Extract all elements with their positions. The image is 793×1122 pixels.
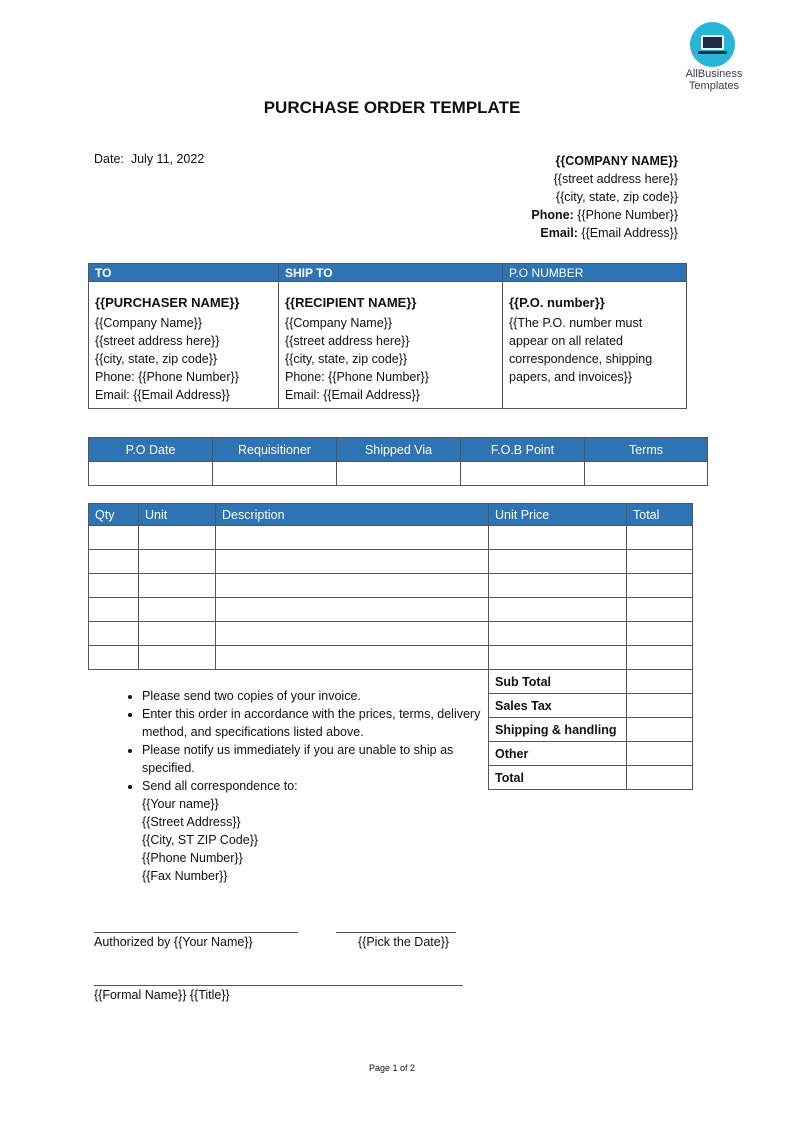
table-row — [489, 694, 693, 718]
unit-cell[interactable] — [139, 574, 216, 598]
notes-section — [112, 687, 482, 885]
formal-name-title[interactable]: {{Formal Name}} {{Title}} — [94, 988, 230, 1002]
description-cell[interactable] — [216, 622, 489, 646]
header-requisitioner: Requisitioner — [213, 438, 337, 462]
header-to: TO — [89, 264, 279, 282]
po-date-cell[interactable] — [89, 462, 213, 486]
qty-cell[interactable] — [89, 622, 139, 646]
notes-list — [112, 687, 482, 795]
unit-price-cell[interactable] — [489, 646, 627, 670]
header-fob-point: F.O.B Point — [461, 438, 585, 462]
company-info: {{COMPANY NAME}} {{street address here}} {{city, state, zip code}} Phone: {{Phone Number}} Email: {{Email Address}} — [531, 154, 678, 240]
sales-tax-value[interactable] — [627, 694, 693, 718]
recipient-cell[interactable]: {{RECIPIENT NAME}} {{Company Name}} {{street address here}} {{city, state, zip code}} Phone: {{Phone Number}} Email: {{Email Address}} — [279, 282, 503, 409]
total-cell[interactable] — [627, 622, 693, 646]
sub-total-label: Sub Total — [489, 670, 627, 694]
total-value[interactable] — [627, 766, 693, 790]
description-cell[interactable] — [216, 526, 489, 550]
unit-cell[interactable] — [139, 622, 216, 646]
header-shipped-via: Shipped Via — [337, 438, 461, 462]
date-line: Date: July 11, 2022 — [94, 152, 205, 166]
shipping-label: Shipping & handling — [489, 718, 627, 742]
list-item: • Please notify us immediately if you are unable to ship as specified. — [142, 741, 482, 777]
company-phone[interactable]: {{Phone Number}} — [577, 208, 678, 222]
purchaser-cell[interactable]: {{PURCHASER NAME}} {{Company Name}} {{street address here}} {{city, state, zip code}} Phone: {{Phone Number}} Email: {{Email Address}} — [89, 282, 279, 409]
unit-price-cell[interactable] — [489, 598, 627, 622]
description-cell[interactable] — [216, 550, 489, 574]
address-line[interactable]: {{Your name}} — [142, 797, 219, 811]
table-row — [89, 462, 708, 486]
other-value[interactable] — [627, 742, 693, 766]
company-email[interactable]: {{Email Address}} — [581, 226, 678, 240]
table-row — [89, 574, 693, 598]
list-item: • Send all correspondence to: — [142, 777, 482, 795]
total-cell[interactable] — [627, 646, 693, 670]
unit-cell[interactable] — [139, 550, 216, 574]
total-cell[interactable] — [627, 526, 693, 550]
unit-price-cell[interactable] — [489, 574, 627, 598]
shipped-via-cell[interactable] — [337, 462, 461, 486]
unit-cell[interactable] — [139, 598, 216, 622]
header-ship-to: SHIP TO — [279, 264, 503, 282]
table-row — [89, 550, 693, 574]
header-terms: Terms — [585, 438, 708, 462]
laptop-icon — [690, 22, 735, 67]
header-unit-price: Unit Price — [489, 504, 627, 526]
qty-cell[interactable] — [89, 574, 139, 598]
formal-name-line — [94, 985, 463, 986]
sub-total-value[interactable] — [627, 670, 693, 694]
header-description: Description — [216, 504, 489, 526]
total-label: Total — [489, 766, 627, 790]
order-info-table — [88, 437, 708, 486]
company-street[interactable]: {{street address here}} — [553, 172, 678, 186]
table-row — [89, 598, 693, 622]
fob-point-cell[interactable] — [461, 462, 585, 486]
parties-table — [88, 263, 687, 409]
terms-cell[interactable] — [585, 462, 708, 486]
totals-table — [488, 669, 693, 790]
unit-price-cell[interactable] — [489, 622, 627, 646]
header-po-date: P.O Date — [89, 438, 213, 462]
unit-price-cell[interactable] — [489, 550, 627, 574]
table-row — [489, 670, 693, 694]
signature-date[interactable]: {{Pick the Date}} — [358, 935, 450, 949]
shipping-value[interactable] — [627, 718, 693, 742]
list-item: • Enter this order in accordance with the prices, terms, delivery method, and specifications listed above. — [142, 705, 482, 741]
allbusiness-logo — [680, 22, 750, 94]
logo-text: AllBusiness Templates — [685, 68, 743, 92]
table-row — [489, 718, 693, 742]
table-row — [489, 742, 693, 766]
table-row — [89, 646, 693, 670]
description-cell[interactable] — [216, 598, 489, 622]
page-number: Page 1 of 2 — [368, 1063, 416, 1073]
qty-cell[interactable] — [89, 526, 139, 550]
address-line[interactable]: {{Street Address}} — [142, 815, 241, 829]
header-total: Total — [627, 504, 693, 526]
unit-price-cell[interactable] — [489, 526, 627, 550]
table-row — [89, 622, 693, 646]
address-line[interactable]: {{Fax Number}} — [142, 869, 228, 883]
qty-cell[interactable] — [89, 646, 139, 670]
sales-tax-label: Sales Tax — [489, 694, 627, 718]
table-row — [489, 766, 693, 790]
signature-line — [94, 932, 298, 933]
items-table — [88, 503, 693, 670]
description-cell[interactable] — [216, 574, 489, 598]
po-number-cell[interactable]: {{P.O. number}} {{The P.O. number must appear on all related correspondence, shipping papers, and invoices}} — [503, 282, 687, 409]
company-name[interactable]: {{COMPANY NAME}} — [555, 154, 678, 168]
qty-cell[interactable] — [89, 550, 139, 574]
correspondence-address — [112, 795, 482, 885]
date-value[interactable]: July 11, 2022 — [130, 152, 205, 166]
document-title: PURCHASE ORDER TEMPLATE — [263, 98, 521, 117]
unit-cell[interactable] — [139, 526, 216, 550]
list-item: • Please send two copies of your invoice. — [142, 687, 482, 705]
description-cell[interactable] — [216, 646, 489, 670]
other-label: Other — [489, 742, 627, 766]
header-unit: Unit — [139, 504, 216, 526]
address-line[interactable]: {{City, ST ZIP Code}} — [142, 833, 259, 847]
requisitioner-cell[interactable] — [213, 462, 337, 486]
qty-cell[interactable] — [89, 598, 139, 622]
total-cell[interactable] — [627, 574, 693, 598]
company-city[interactable]: {{city, state, zip code}} — [555, 190, 678, 204]
authorized-by-label[interactable]: Authorized by {{Your Name}} — [94, 935, 253, 949]
date-line-rule — [336, 932, 456, 933]
address-line[interactable]: {{Phone Number}} — [142, 851, 243, 865]
total-cell[interactable] — [627, 550, 693, 574]
header-qty: Qty — [89, 504, 139, 526]
unit-cell[interactable] — [139, 646, 216, 670]
table-row — [89, 526, 693, 550]
header-po-number: P.O NUMBER — [503, 264, 687, 282]
total-cell[interactable] — [627, 598, 693, 622]
